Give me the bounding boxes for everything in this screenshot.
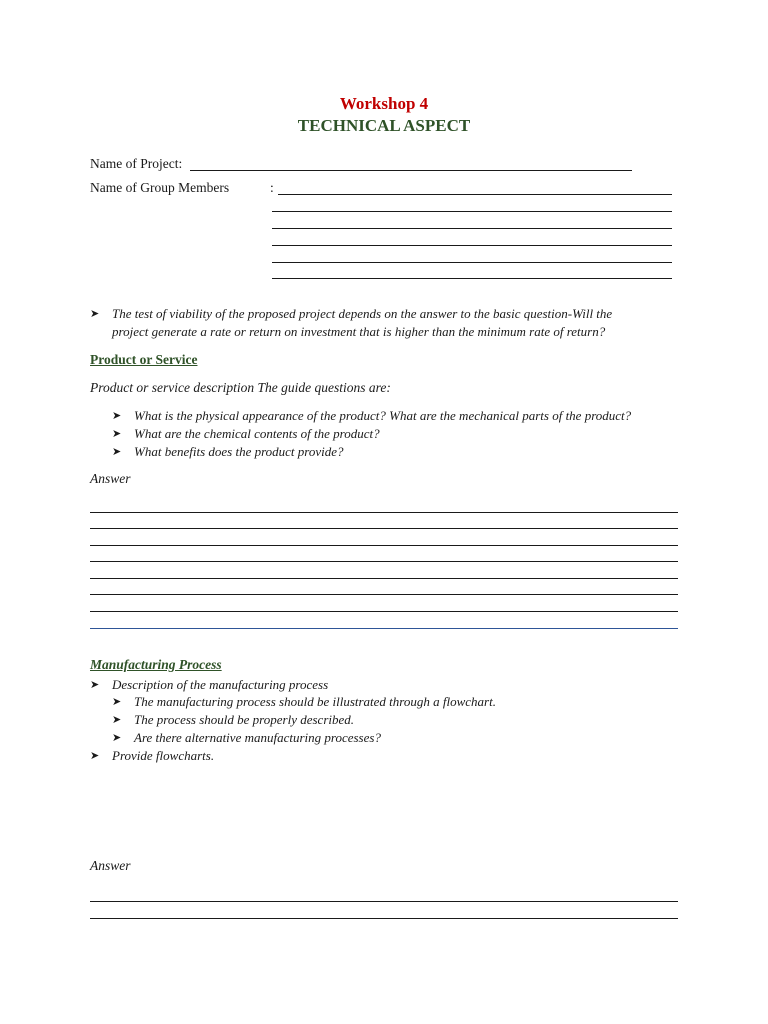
product-answer-line-3[interactable] <box>90 545 678 546</box>
product-answer-line-7[interactable] <box>90 611 678 612</box>
product-answer-line-5[interactable] <box>90 578 678 579</box>
product-question-1: ➤ What is the physical appearance of the product? What are the mechanical parts of the product? <box>112 408 632 423</box>
product-answer-line-4[interactable] <box>90 561 678 562</box>
product-answer-line-6[interactable] <box>90 594 678 595</box>
product-answer-line-1[interactable] <box>90 512 678 513</box>
manufacturing-item-1: ➤ Description of the manufacturing process <box>90 677 329 692</box>
manufacturing-answer-label: Answer <box>90 858 131 873</box>
arrowhead-bullet-icon: ➤ <box>112 446 122 458</box>
arrowhead-bullet-icon: ➤ <box>112 428 122 440</box>
manufacturing-subitem-1: ➤ The manufacturing process should be illustrated through a flowchart. <box>112 694 496 709</box>
product-question-3: ➤ What benefits does the product provide? <box>112 444 344 459</box>
project-name-line[interactable] <box>190 170 632 171</box>
group-members-label: Name of Group Members <box>90 180 230 195</box>
intro-bullet <box>90 305 678 341</box>
group-member-line-6[interactable] <box>272 278 672 279</box>
manufacturing-subitem-3: ➤ Are there alternative manufacturing processes? <box>112 730 381 745</box>
group-member-line-5[interactable] <box>272 262 672 263</box>
manufacturing-item-2: ➤ Provide flowcharts. <box>90 748 215 763</box>
page-title: Workshop 4 <box>339 94 429 113</box>
product-section-heading: Product or Service <box>90 352 198 367</box>
intro-line-1: The test of viability of the proposed project depends on the answer to the basic question-Will the <box>112 306 613 321</box>
product-description-label: Product or service description The guide questions are: <box>90 380 391 395</box>
arrowhead-bullet-icon: ➤ <box>90 679 100 691</box>
page-subtitle: TECHNICAL ASPECT <box>297 116 471 135</box>
group-member-line-4[interactable] <box>272 245 672 246</box>
manufacturing-subitem-2: ➤ The process should be properly described. <box>112 712 355 727</box>
intro-line-2: project generate a rate or return on investment that is higher than the minimum rate of return? <box>112 324 606 339</box>
product-answer-label: Answer <box>90 471 131 486</box>
product-answer-line-2[interactable] <box>90 528 678 529</box>
group-member-line-1[interactable] <box>278 194 672 195</box>
product-answer-line-8[interactable] <box>90 628 678 629</box>
group-members-colon: : <box>270 180 274 195</box>
product-question-2: ➤ What are the chemical contents of the product? <box>112 426 380 441</box>
arrowhead-bullet-icon: ➤ <box>112 732 122 744</box>
arrowhead-bullet-icon: ➤ <box>90 308 100 320</box>
project-name-label: Name of Project: <box>90 156 183 171</box>
arrowhead-bullet-icon: ➤ <box>90 750 100 762</box>
arrowhead-bullet-icon: ➤ <box>112 714 122 726</box>
arrowhead-bullet-icon: ➤ <box>112 696 122 708</box>
arrowhead-bullet-icon: ➤ <box>112 410 122 422</box>
manufacturing-answer-line-2[interactable] <box>90 918 678 919</box>
group-member-line-3[interactable] <box>272 228 672 229</box>
manufacturing-answer-line-1[interactable] <box>90 901 678 902</box>
manufacturing-section-heading: Manufacturing Process <box>90 657 222 672</box>
group-member-line-2[interactable] <box>272 211 672 212</box>
